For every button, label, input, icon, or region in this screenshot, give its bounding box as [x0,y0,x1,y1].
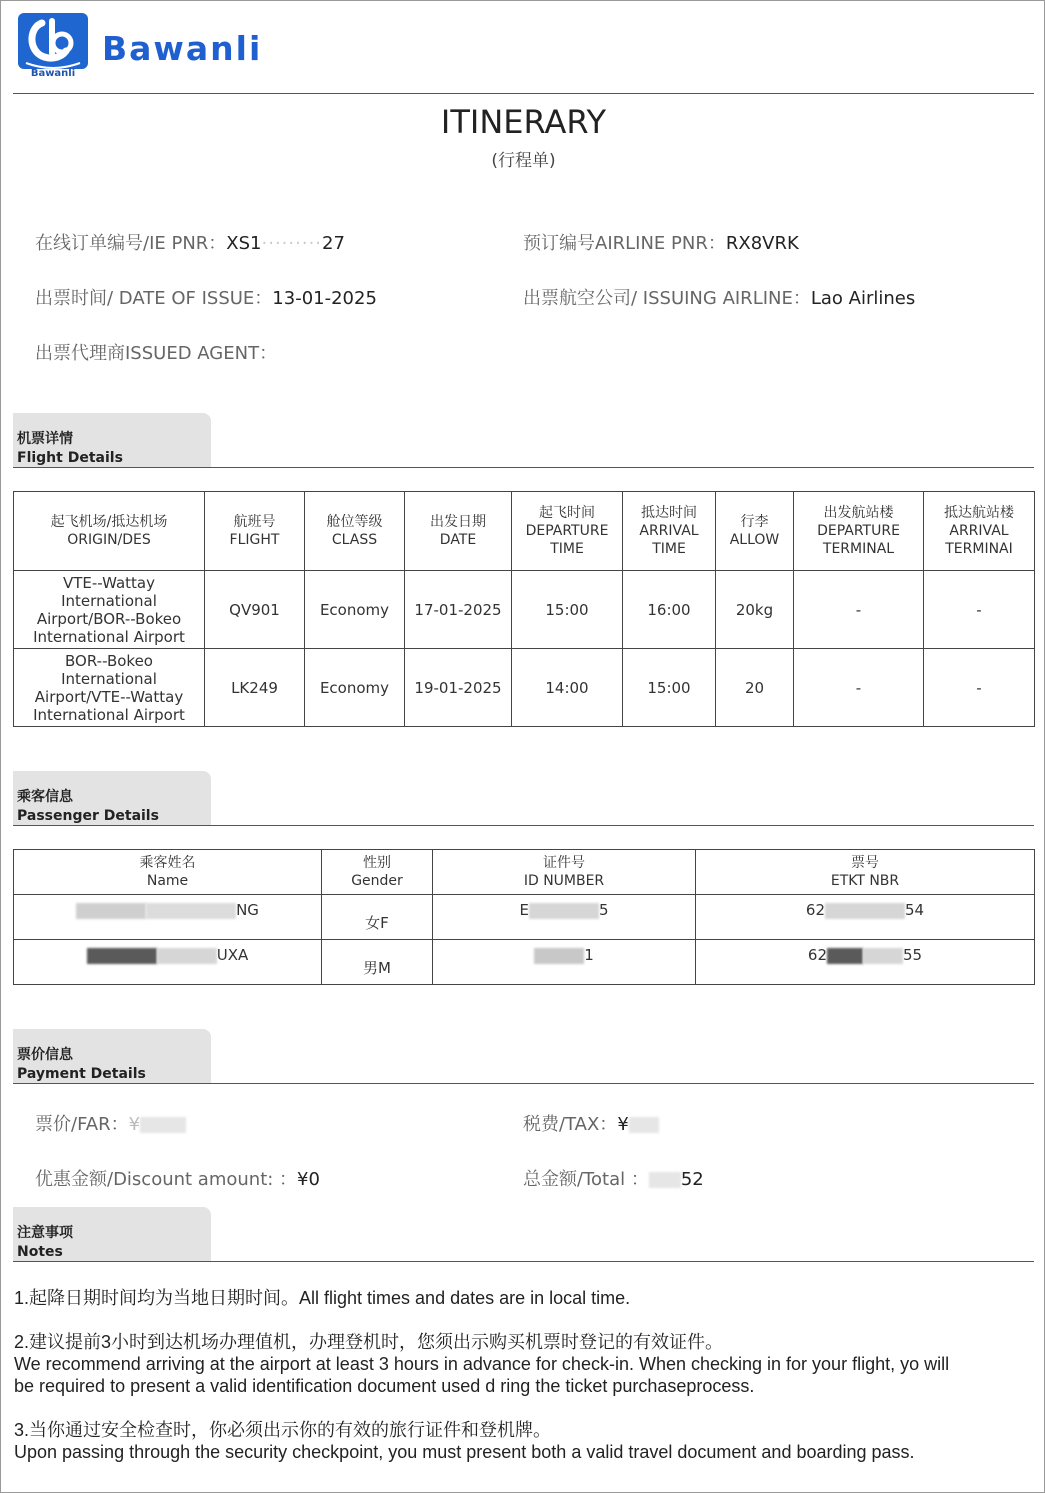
tax-field [523,1110,659,1136]
cell-arrival: 16:00 [623,571,716,649]
cell-route: VTE--Wattay International Airport/BOR--Bokeo International Airport [14,571,205,649]
payment-section-divider [13,1083,1034,1084]
redacted-block [534,948,584,964]
cell-allow: 20 [716,649,794,727]
issue-date-field [35,284,377,310]
cell-route: BOR--Bokeo International Airport/VTE--Wattay International Airport [14,649,205,727]
cell-date: 17-01-2025 [405,571,512,649]
header-flight: 航班号 FLIGHT [205,492,305,571]
cell-departure: 15:00 [512,571,623,649]
redacted-block [649,1172,681,1188]
cell-flight: LK249 [205,649,305,727]
cell-class: Economy [305,649,405,727]
header-departure-time: 起飞时间 DEPARTURE TIME [512,492,623,571]
airline-pnr-label: 预订编号AIRLINE PNR： [523,233,726,254]
cell-id-number: 1 [433,940,696,985]
redacted-block [825,903,905,919]
payment-section-title-en: Payment Details [17,1066,146,1082]
header-class: 舱位等级 CLASS [305,492,405,571]
header-arrival-time: 抵达时间 ARRIVAL TIME [623,492,716,571]
flight-section-title-zh: 机票详情 [17,431,73,447]
notes-section-divider [13,1261,1034,1262]
passenger-header-row [14,850,1035,895]
payment-section-title-zh: 票价信息 [17,1047,73,1063]
logo-icon [18,13,88,69]
ie-pnr-value-end: 27 [322,233,345,254]
bawanli-logo [18,13,90,79]
cell-departure: 14:00 [512,649,623,727]
ie-pnr-label: 在线订单编号/IE PNR： [35,233,227,254]
cell-id-number: E 5 [433,895,696,940]
redacted-block [87,948,157,964]
ie-pnr-field [35,229,345,255]
page-subtitle: (行程单) [491,151,556,171]
note-2-en-line1: We recommend arriving at the airport at least 3 hours in advance for check-in. When checking in for your flight, yo will [14,1354,950,1374]
redacted-block [76,903,146,919]
cell-dep-terminal: - [794,571,924,649]
flight-section-divider [13,467,1034,468]
flight-table [13,491,1035,727]
header-origin: 起飞机场/抵达机场 ORIGIN/DES [14,492,205,571]
cell-gender: 男M [322,940,433,985]
issuing-airline-value: Lao Airlines [810,288,916,309]
header-id-number: 证件号 ID NUMBER [433,850,696,895]
header-divider [13,93,1034,94]
header-ticket-number: 票号 ETKT NBR [696,850,1035,895]
flight-row [14,649,1035,727]
passenger-row [14,895,1035,940]
issuing-airline-label: 出票航空公司/ ISSUING AIRLINE： [523,288,811,309]
note-2-zh: 2.建议提前3小时到达机场办理值机，办理登机时，您须出示购买机票时登记的有效证件。 [14,1332,724,1352]
fare-label: 票价/FAR： [35,1114,129,1135]
cell-dep-terminal: - [794,649,924,727]
flight-row [14,571,1035,649]
passenger-section-title-zh: 乘客信息 [17,789,73,805]
page-title: ITINERARY [440,103,607,141]
airline-pnr-field [523,229,799,255]
notes-section-title-zh: 注意事项 [17,1225,73,1241]
header-date: 出发日期 DATE [405,492,512,571]
flight-header-row [14,492,1035,571]
cell-passenger-name: NG [14,895,322,940]
cell-date: 19-01-2025 [405,649,512,727]
cell-passenger-name: UXA [14,940,322,985]
issued-agent-label: 出票代理商ISSUED AGENT： [35,343,278,364]
cell-arr-terminal: - [924,571,1035,649]
ie-pnr-value: XS1 [226,233,262,254]
issue-date-label: 出票时间/ DATE OF ISSUE： [35,288,273,309]
tax-label: 税费/TAX： [523,1114,618,1135]
discount-field [35,1165,320,1191]
passenger-row [14,940,1035,985]
brand-name: Bawanli [102,29,263,68]
redacted-block [529,903,599,919]
header-allow: 行李 ALLOW [716,492,794,571]
redacted-block [827,948,863,964]
note-3-zh: 3.当你通过安全检查时，你必须出示你的有效的旅行证件和登机牌。 [14,1420,552,1440]
logo-caption: Bawanli [30,68,76,79]
note-1: 1.起降日期时间均为当地日期时间。All flight times and dates are in local time. [14,1288,631,1308]
issue-date-value: 13-01-2025 [272,288,377,309]
total-value: 52 [680,1169,704,1190]
fare-value: ¥ [128,1114,141,1135]
header-name: 乘客姓名 Name [14,850,322,895]
passenger-section-divider [13,825,1034,826]
flight-section-title-en: Flight Details [17,450,123,466]
total-field [523,1165,704,1191]
notes-section-title-en: Notes [17,1244,63,1260]
cell-class: Economy [305,571,405,649]
note-3-en: Upon passing through the security checkpoint, you must present both a valid travel document and boarding pass. [14,1442,915,1462]
note-2-en-line2: be required to present a valid identification document used d ring the ticket purchaseprocess. [14,1376,755,1396]
cell-ticket-number: 62 55 [696,940,1035,985]
cell-arr-terminal: - [924,649,1035,727]
passenger-section-title-en: Passenger Details [17,808,159,824]
cell-flight: QV901 [205,571,305,649]
cell-arrival: 15:00 [623,649,716,727]
total-label: 总金额/Total ： [523,1169,649,1190]
redacted-block [157,948,217,964]
airline-pnr-value: RX8VRK [725,233,799,254]
header-arrival-terminal: 抵达航站楼 ARRIVAL TERMINAI [924,492,1035,571]
redacted-block [140,1117,186,1133]
discount-label: 优惠金额/Discount amount: ： [35,1169,298,1190]
redacted-block [146,903,236,919]
redacted-block [863,948,903,964]
fare-field [35,1110,186,1136]
redacted-block [629,1117,659,1133]
header-gender: 性别 Gender [322,850,433,895]
cell-gender: 女F [322,895,433,940]
issuing-airline-field [523,284,915,310]
discount-value: ¥0 [297,1169,320,1190]
passenger-table [13,849,1035,985]
cell-allow: 20kg [716,571,794,649]
tax-value: ¥ [617,1114,629,1135]
ie-pnr-redacted: ········· [261,233,323,254]
issued-agent-field [35,339,277,365]
cell-ticket-number: 62 54 [696,895,1035,940]
header-departure-terminal: 出发航站楼 DEPARTURE TERMINAL [794,492,924,571]
